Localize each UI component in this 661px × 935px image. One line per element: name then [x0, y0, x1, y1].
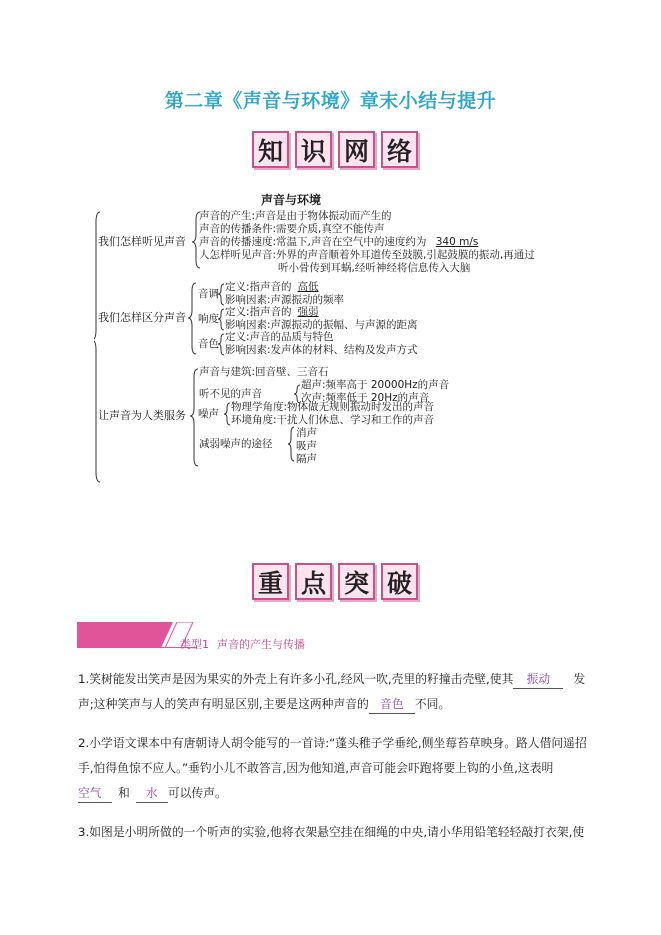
q1-text-1: 1.笑树能发出笑声是因为果实的外壳上有许多小孔,经风一吹,壳里的籽撞击壳壁,使其 — [78, 672, 514, 686]
type-label — [180, 636, 313, 652]
question-2 — [78, 731, 598, 806]
reduce-insulate: 隔声 — [296, 453, 317, 465]
line-how-hear: 人怎样听见声音:外界的声音顺着外耳道传至鼓膜,引起鼓膜的振动,再通过 — [199, 249, 535, 261]
q1-answer-1: 振动 — [513, 670, 563, 689]
q1-answer-2: 音色 — [369, 695, 415, 714]
main-brace — [94, 212, 100, 482]
speed-text: 声音的传播速度:常温下,声音在空气中的速度约为 — [199, 236, 427, 248]
line-architecture: 声音与建筑:回音壁、三音石 — [199, 366, 329, 378]
line-how-hear-cont: 听小骨传到耳蜗,经听神经将信息传入大脑 — [278, 262, 471, 274]
line-propagation-condition: 声音的传播条件:需要介质,真空不能传声 — [199, 223, 385, 235]
banner-char: 网 — [338, 131, 375, 168]
q1-text-4: 不同。 — [414, 697, 451, 711]
pitch-def-answer: 高低 — [297, 281, 319, 293]
brace-noise — [224, 403, 230, 425]
q3-line-1: 3.如图是小明所做的一个听声的实验,他将衣架悬空挂在细绳的中央,请小华用铅笔轻轻敲打衣架,使 — [78, 825, 585, 839]
banner-char: 破 — [381, 563, 418, 600]
ultrasound: 超声:频率高于 20000Hz的声音 — [301, 379, 450, 391]
pitch-def-text: 定义:指声音的 — [225, 281, 292, 293]
speed-value: 340 m/s — [435, 236, 479, 248]
timbre-definition: 定义:声音的品质与特色 — [225, 331, 334, 343]
label-noise: 噪声 — [198, 408, 219, 420]
brace-cat3 — [190, 369, 198, 466]
timbre-factor: 影响因素:发声体的材料、结构及发声方式 — [225, 344, 418, 356]
concept-map-title: 声音与环境 — [261, 193, 322, 207]
line-propagation-speed — [199, 236, 478, 248]
label-loudness: 响度 — [198, 313, 219, 325]
category-hearing: 我们怎样听见声音 — [98, 235, 186, 248]
noise-physics: 物理学角度:物体做无规则振动时发出的声音 — [231, 401, 435, 413]
banner-char: 重 — [252, 563, 289, 600]
question-3 — [78, 820, 598, 845]
q2-and: 和 — [118, 786, 130, 800]
label-pitch: 音调 — [198, 288, 219, 300]
banner-char: 络 — [381, 131, 418, 168]
q2-line-1: 2.小学语文课本中有唐朝诗人胡令能写的一首诗:“蓬头稚子学垂纶,侧坐莓苔草映身。路人借问遥招 — [78, 736, 587, 750]
loudness-factor: 影响因素:声源振动的振幅、与声源的距离 — [225, 319, 418, 331]
loudness-definition — [225, 306, 319, 318]
type-title: 声音的产生与传播 — [217, 638, 305, 651]
q1-text-2: 发 — [573, 672, 586, 686]
category-serve-humans: 让声音为人类服务 — [98, 409, 186, 422]
banner-char: 识 — [295, 131, 332, 168]
question-1 — [78, 667, 598, 717]
brace-reduce — [288, 427, 294, 461]
q2-end: 可以传声。 — [167, 786, 227, 800]
reduce-silence: 消声 — [296, 427, 317, 439]
reduce-absorb: 吸声 — [296, 440, 317, 452]
q2-answer-1: 空气 — [78, 784, 112, 803]
concept-map — [94, 190, 574, 490]
type-number: 类型1 — [180, 638, 209, 651]
q1-text-3: 声;这种笑声与人的笑声有明显区别,主要是这两种声音的 — [78, 697, 369, 711]
pitch-factor: 影响因素:声源振动的频率 — [225, 294, 345, 306]
loud-def-text: 定义:指声音的 — [225, 306, 292, 318]
label-timbre: 音色 — [198, 338, 219, 350]
category-distinguish: 我们怎样区分声音 — [98, 311, 186, 324]
q2-line-2: 手,怕得鱼惊不应人。”垂钓小儿不敢答言,因为他知道,声音可能会吓跑将要上钩的小鱼,这表明 — [78, 761, 554, 775]
knowledge-network-banner — [252, 131, 418, 168]
page-title: 第二章《声音与环境》章末小结与提升 — [164, 90, 497, 112]
line-sound-production: 声音的产生:声音是由于物体振动而产生的 — [199, 210, 392, 222]
loud-def-answer: 强弱 — [297, 306, 319, 318]
key-breakthrough-banner — [252, 563, 418, 600]
infrasound: 次声:频率低于 20Hz的声音 — [301, 392, 430, 404]
type-header-bar — [77, 622, 197, 648]
banner-char: 点 — [295, 563, 332, 600]
label-reduce-noise: 减弱噪声的途径 — [199, 438, 273, 450]
pitch-definition — [225, 281, 319, 293]
q2-answer-2: 水 — [136, 784, 168, 803]
label-inaudible: 听不见的声音 — [199, 388, 262, 400]
brace-cat2 — [188, 283, 196, 354]
banner-char: 突 — [338, 563, 375, 600]
banner-char: 知 — [252, 131, 289, 168]
noise-environment: 环境角度:干扰人们休息、学习和工作的声音 — [231, 414, 435, 426]
